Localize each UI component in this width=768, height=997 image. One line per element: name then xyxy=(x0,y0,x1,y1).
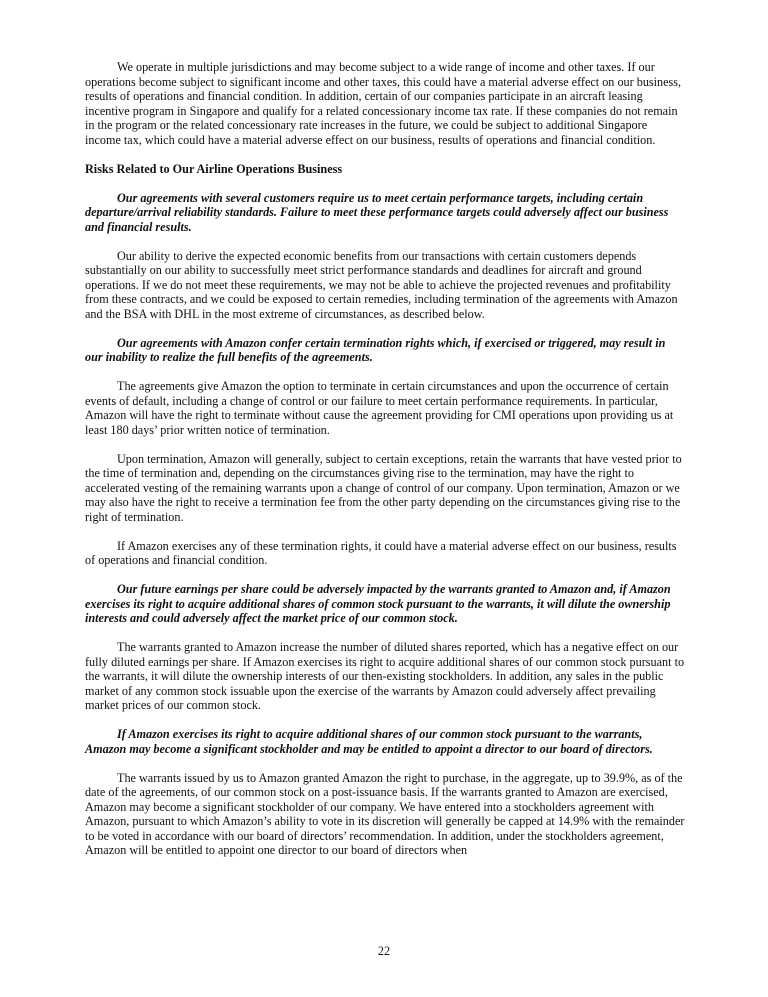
section-heading-airline-operations: Risks Related to Our Airline Operations Business xyxy=(85,161,343,176)
risk-heading-termination-rights: Our agreements with Amazon confer certain termination rights which, if exercised or triggered, may result in our inability to realize the full benefits of the agreements. xyxy=(85,335,666,364)
paragraph-termination-effect: If Amazon exercises any of these termination rights, it could have a material adverse effect on our business, results of operations and financial condition. xyxy=(85,538,677,567)
risk-heading-performance-targets: Our agreements with several customers require us to meet certain performance targets, including certain departure/arrival reliability standards. Failure to meet these performance targets could adversely affect our business and financial results. xyxy=(85,190,669,234)
paragraph-diluted-shares: The warrants granted to Amazon increase the number of diluted shares reported, which has a negative effect on our fully diluted earnings per share. If Amazon exercises its right to acquire additional shares of our common stock pursuant to the warrants, it will dilute the ownership interests of our then-existing stockholders. In addition, any sales in the public market of any common stock issuable upon the exercise of the warrants by Amazon could adversely affect prevailing market prices of our common stock. xyxy=(85,640,685,712)
paragraph-warrants-issued: The warrants issued by us to Amazon granted Amazon the right to purchase, in the aggregate, up to 39.9%, as of the date of the agreements, of our common stock on a post-issuance basis. If the warrants granted to Amazon are exercised, Amazon may become a significant stockholder of our company. We have entered into a stockholders agreement with Amazon, pursuant to which Amazon’s ability to vote in its discretion will generally be capped at 14.9% with the remainder to be voted in accordance with our board of directors’ recommendation. In addition, under the stockholders agreement, Amazon will be entitled to appoint one director to our board of directors when xyxy=(85,770,685,857)
page-number: 22 xyxy=(377,944,391,958)
paragraph-termination-options: The agreements give Amazon the option to terminate in certain circumstances and upon the occurrence of certain events of default, including a change of control or our failure to meet certain performance requirements. In particular, Amazon will have the right to terminate without cause the agreement providing for CMI operations upon providing us at least 180 days’ prior written notice of termination. xyxy=(85,379,674,437)
paragraph-taxes: We operate in multiple jurisdictions and may become subject to a wide range of income and other taxes. If our operations become subject to significant income and other taxes, this could have a material adverse effect on our business, results of operations and financial condition. In addition, certain of our companies participate in an aircraft leasing incentive program in Singapore and qualify for a related concessionary income tax rate. If these companies do not remain in the program or the related concessionary rate increases in the future, we could be subject to additional Singapore income tax, which could have a material adverse effect on our business, results of operations and financial condition. xyxy=(85,60,682,147)
paragraph-performance-standards: Our ability to derive the expected economic benefits from our transactions with certain customers depends substantially on our ability to successfully meet strict performance standards and deadlines for aircraft and ground operations. If we do not meet these requirements, we may not be able to achieve the projected revenues and profitability from these contracts, and we could be exposed to certain remedies, including termination of the agreements with Amazon and the BSA with DHL in the most extreme of circumstances, as described below. xyxy=(85,248,678,321)
risk-heading-earnings-per-share: Our future earnings per share could be adversely impacted by the warrants granted to Amazon and, if Amazon exercises its right to acquire additional shares of common stock pursuant to the warrants, it will dilute the ownership interests and could adversely affect the market price of our common stock. xyxy=(85,582,671,625)
document-page xyxy=(85,60,685,872)
paragraph-upon-termination: Upon termination, Amazon will generally, subject to certain exceptions, retain the warrants that have vested prior to the time of termination and, depending on the circumstances giving rise to the termination, may have the right to accelerated vesting of the remaining warrants upon a change of control of our company. Upon termination, Amazon or we may also have the right to receive a termination fee from the other party depending on the circumstances giving rise to the right of termination. xyxy=(85,451,682,524)
risk-heading-significant-stockholder: If Amazon exercises its right to acquire additional shares of our common stock pursuant to the warrants, Amazon may become a significant stockholder and may be entitled to appoint a director to our board of directors. xyxy=(85,727,653,756)
